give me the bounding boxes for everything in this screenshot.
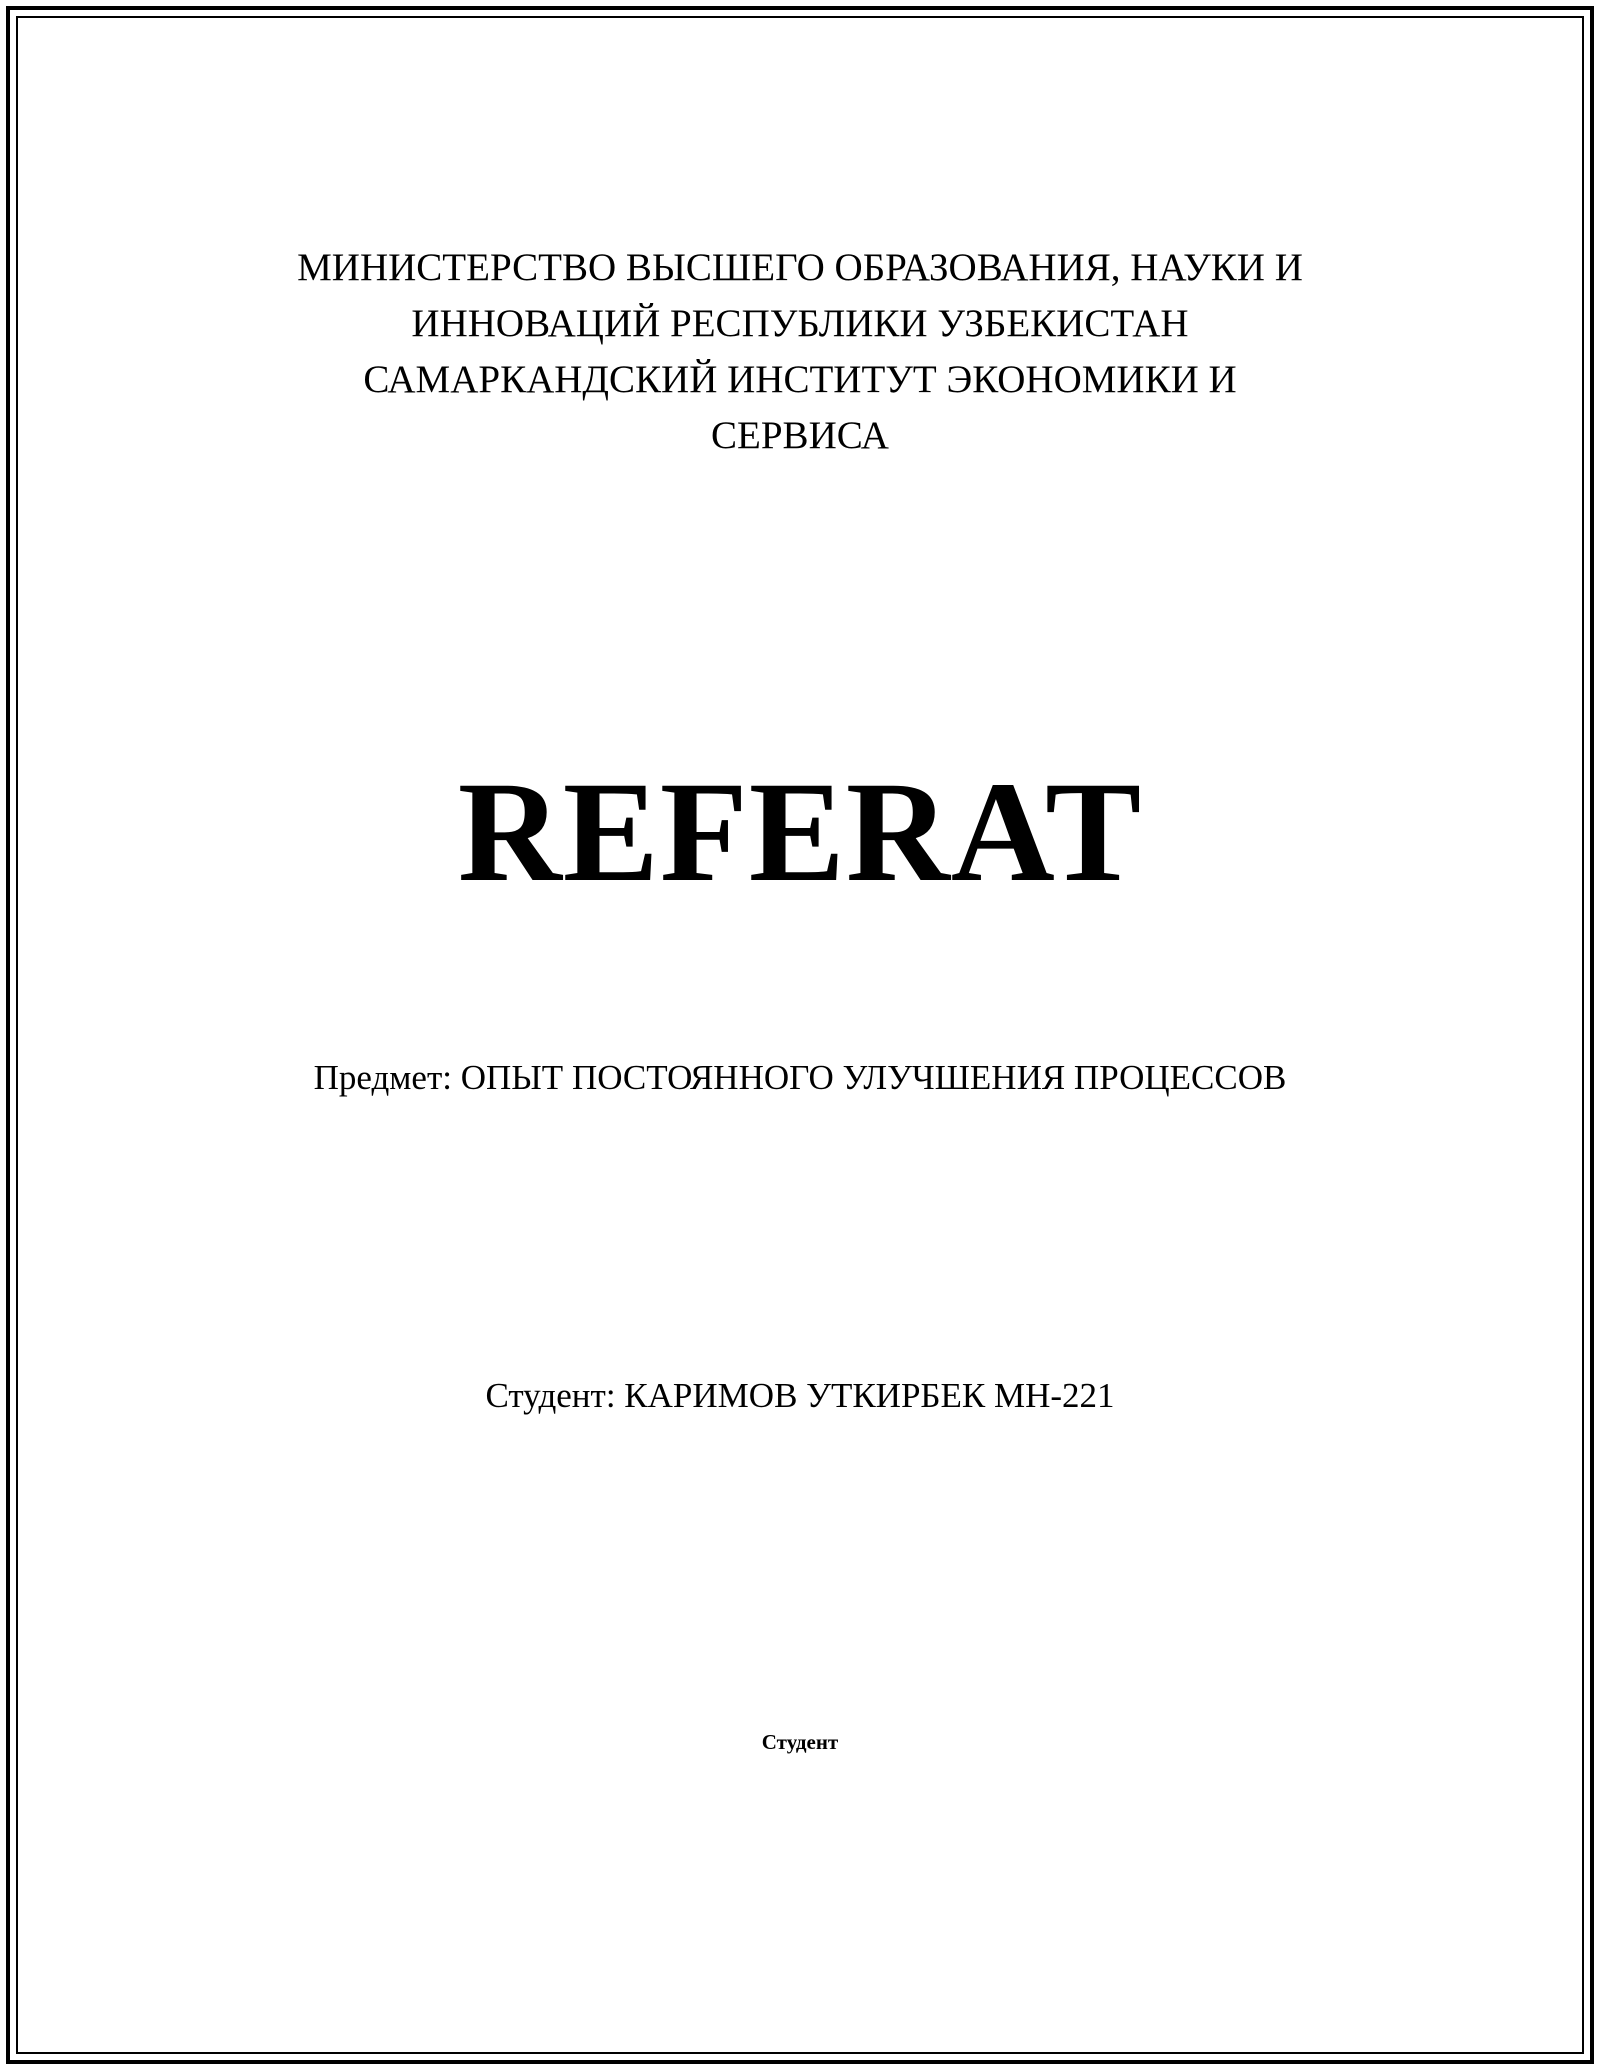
header-line: ИННОВАЦИЙ РЕСПУБЛИКИ УЗБЕКИСТАН xyxy=(411,302,1189,345)
student-line: Студент: КАРИМОВ УТКИРБЕК МН-221 xyxy=(485,1376,1115,1415)
header-line: СЕРВИСА xyxy=(711,414,889,457)
header-line: МИНИСТЕРСТВО ВЫСШЕГО ОБРАЗОВАНИЯ, НАУКИ И xyxy=(297,246,1303,289)
subject-line: Предмет: ОПЫТ ПОСТОЯННОГО УЛУЧШЕНИЯ ПРОЦЕССОВ xyxy=(313,1058,1287,1097)
footer-label: Студент xyxy=(761,1730,839,1754)
header-line: САМАРКАНДСКИЙ ИНСТИТУТ ЭКОНОМИКИ И xyxy=(363,358,1237,401)
institution-header xyxy=(0,240,1600,464)
document-title: REFERAT xyxy=(457,753,1143,912)
